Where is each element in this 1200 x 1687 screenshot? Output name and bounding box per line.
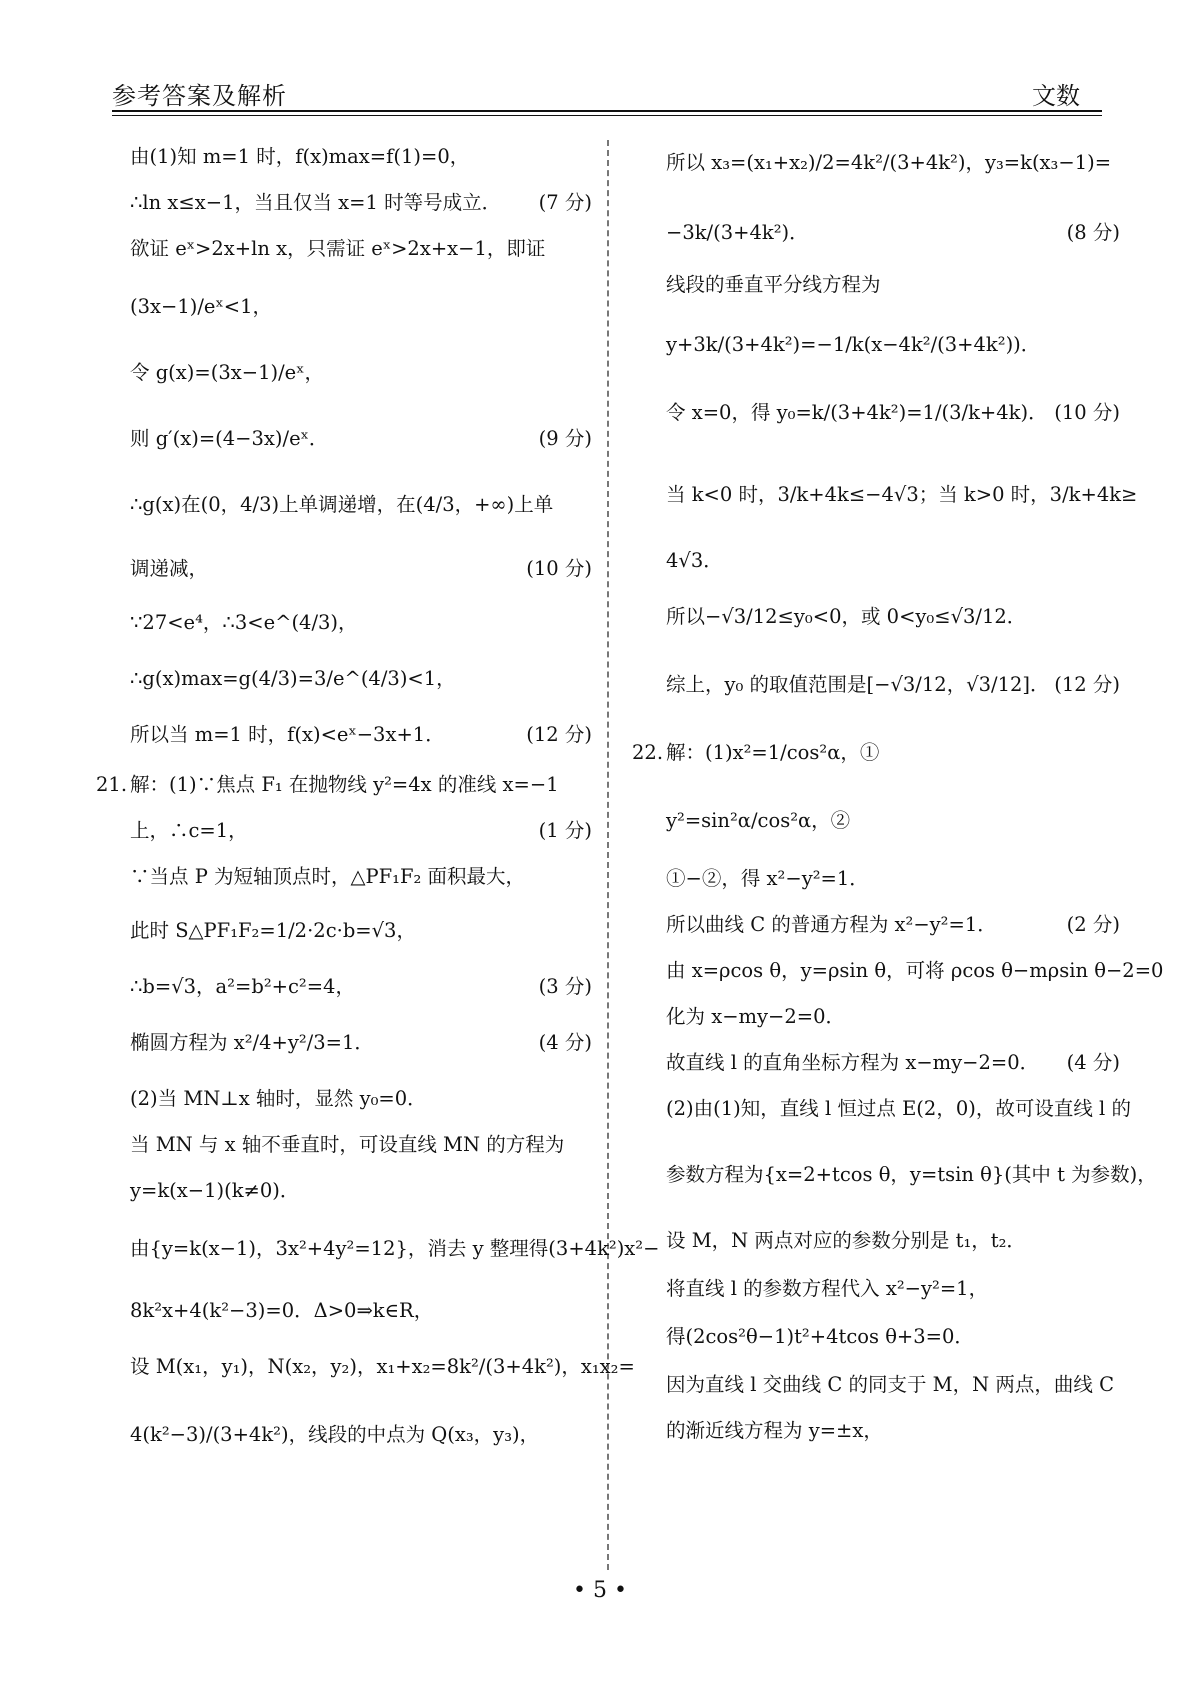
score-mark: (10 分) (526, 557, 592, 580)
line-text: y²=sin²α/cos²α，② (666, 809, 851, 832)
question-number: 22. (632, 741, 664, 764)
line-text: 由(1)知 m=1 时，f(x)max=f(1)=0， (130, 145, 470, 168)
line-text: (3x−1)/eˣ<1， (130, 295, 272, 318)
line-text: 设 M(x₁，y₁)，N(x₂，y₂)，x₁+x₂=8k²/(3+4k²)，x₁x₂= (130, 1355, 635, 1378)
line-text: 设 M，N 两点对应的参数分别是 t₁，t₂． (666, 1229, 1026, 1252)
line-text: ∴g(x)在(0，4/3)上单调递增，在(4/3，+∞)上单 (130, 493, 554, 516)
line-text: 由 x=ρcos θ，y=ρsin θ，可将 ρcos θ−mρsin θ−2=0 (666, 959, 1164, 982)
score-mark: (3 分) (538, 975, 592, 998)
score-mark: (8 分) (1066, 221, 1120, 244)
line-text: 得(2cos²θ−1)t²+4tcos θ+3=0． (666, 1325, 974, 1348)
line-text: 所以−√3/12≤y₀<0，或 0<y₀≤√3/12． (666, 605, 1027, 628)
score-mark: (4 分) (1066, 1051, 1120, 1074)
line-text: 令 g(x)=(3x−1)/eˣ， (130, 361, 324, 384)
score-mark: (4 分) (538, 1031, 592, 1054)
line-text: 4(k²−3)/(3+4k²)，线段的中点为 Q(x₃，y₃)， (130, 1423, 540, 1446)
page-number: • 5 • (573, 1578, 627, 1603)
header-subject: 文数 (1032, 82, 1080, 110)
line-text: 由{y=k(x−1)，3x²+4y²=12}，消去 y 整理得(3+4k²)x²− (130, 1237, 660, 1260)
line-text: 的渐近线方程为 y=±x， (666, 1419, 883, 1442)
line-text: 欲证 eˣ>2x+ln x，只需证 eˣ>2x+x−1，即证 (130, 237, 546, 260)
line-text: 则 g′(x)=(4−3x)/eˣ． (130, 427, 329, 450)
line-text: 将直线 l 的参数方程代入 x²−y²=1， (666, 1277, 989, 1300)
score-mark: (9 分) (538, 427, 592, 450)
header-title: 参考答案及解析 (112, 82, 287, 110)
line-text: 化为 x−my−2=0． (666, 1005, 846, 1028)
line-text: −3k/(3+4k²)． (666, 221, 809, 244)
line-text: ∵当点 P 为短轴顶点时，△PF₁F₂ 面积最大， (130, 865, 526, 888)
score-mark: (10 分) (1054, 401, 1120, 424)
question-number: 21. (96, 773, 128, 796)
line-text: ①−②，得 x²−y²=1． (666, 867, 869, 890)
line-text: y+3k/(3+4k²)=−1/k(x−4k²/(3+4k²))． (666, 333, 1041, 356)
score-mark: (1 分) (538, 819, 592, 842)
line-text: 故直线 l 的直角坐标方程为 x−my−2=0． (666, 1051, 1040, 1074)
line-text: y=k(x−1)(k≠0)． (130, 1179, 300, 1202)
line-text: 所以 x₃=(x₁+x₂)/2=4k²/(3+4k²)，y₃=k(x₃−1)= (666, 151, 1112, 174)
line-text: 当 k<0 时，3/k+4k≤−4√3；当 k>0 时，3/k+4k≥ (666, 483, 1138, 506)
header-rule-thin (112, 115, 1102, 116)
line-text: 所以当 m=1 时，f(x)<eˣ−3x+1． (130, 723, 445, 746)
line-text: 综上，y₀ 的取值范围是[−√3/12，√3/12]． (666, 673, 1050, 696)
line-text: 此时 S△PF₁F₂=1/2·2c·b=√3， (130, 919, 416, 942)
score-mark: (12 分) (526, 723, 592, 746)
line-text: 线段的垂直平分线方程为 (666, 273, 881, 296)
line-text: 所以曲线 C 的普通方程为 x²−y²=1． (666, 913, 997, 936)
line-text: 令 x=0，得 y₀=k/(3+4k²)=1/(3/k+4k)． (666, 401, 1048, 424)
line-text: 4√3． (666, 549, 723, 572)
line-text: 当 MN 与 x 轴不垂直时，可设直线 MN 的方程为 (130, 1133, 565, 1156)
line-text: ∴g(x)max=g(4/3)=3/e^(4/3)<1， (130, 667, 456, 690)
line-text: 椭圆方程为 x²/4+y²/3=1． (130, 1031, 374, 1054)
score-mark: (7 分) (538, 191, 592, 214)
line-text: ∵27<e⁴，∴3<e^(4/3)， (130, 611, 358, 634)
line-text: 因为直线 l 交曲线 C 的同支于 M，N 两点，曲线 C (666, 1373, 1114, 1396)
line-text: 调递减， (130, 557, 209, 580)
line-text: 参数方程为{x=2+tcos θ，y=tsin θ}(其中 t 为参数)， (666, 1163, 1157, 1186)
line-text: 上，∴c=1， (130, 819, 248, 842)
line-text: 解：(1)∵焦点 F₁ 在抛物线 y²=4x 的准线 x=−1 (130, 773, 559, 796)
line-text: 8k²x+4(k²−3)=0．Δ>0⇒k∈R， (130, 1299, 434, 1322)
score-mark: (12 分) (1054, 673, 1120, 696)
score-mark: (2 分) (1066, 913, 1120, 936)
header-rule-thick (112, 110, 1102, 112)
line-text: ∴b=√3，a²=b²+c²=4， (130, 975, 355, 998)
line-text: 解：(1)x²=1/cos²α，① (666, 741, 880, 764)
line-text: (2)当 MN⊥x 轴时，显然 y₀=0． (130, 1087, 427, 1110)
line-text: ∴ln x≤x−1，当且仅当 x=1 时等号成立． (130, 191, 502, 214)
line-text: (2)由(1)知，直线 l 恒过点 E(2，0)，故可设直线 l 的 (666, 1097, 1131, 1120)
